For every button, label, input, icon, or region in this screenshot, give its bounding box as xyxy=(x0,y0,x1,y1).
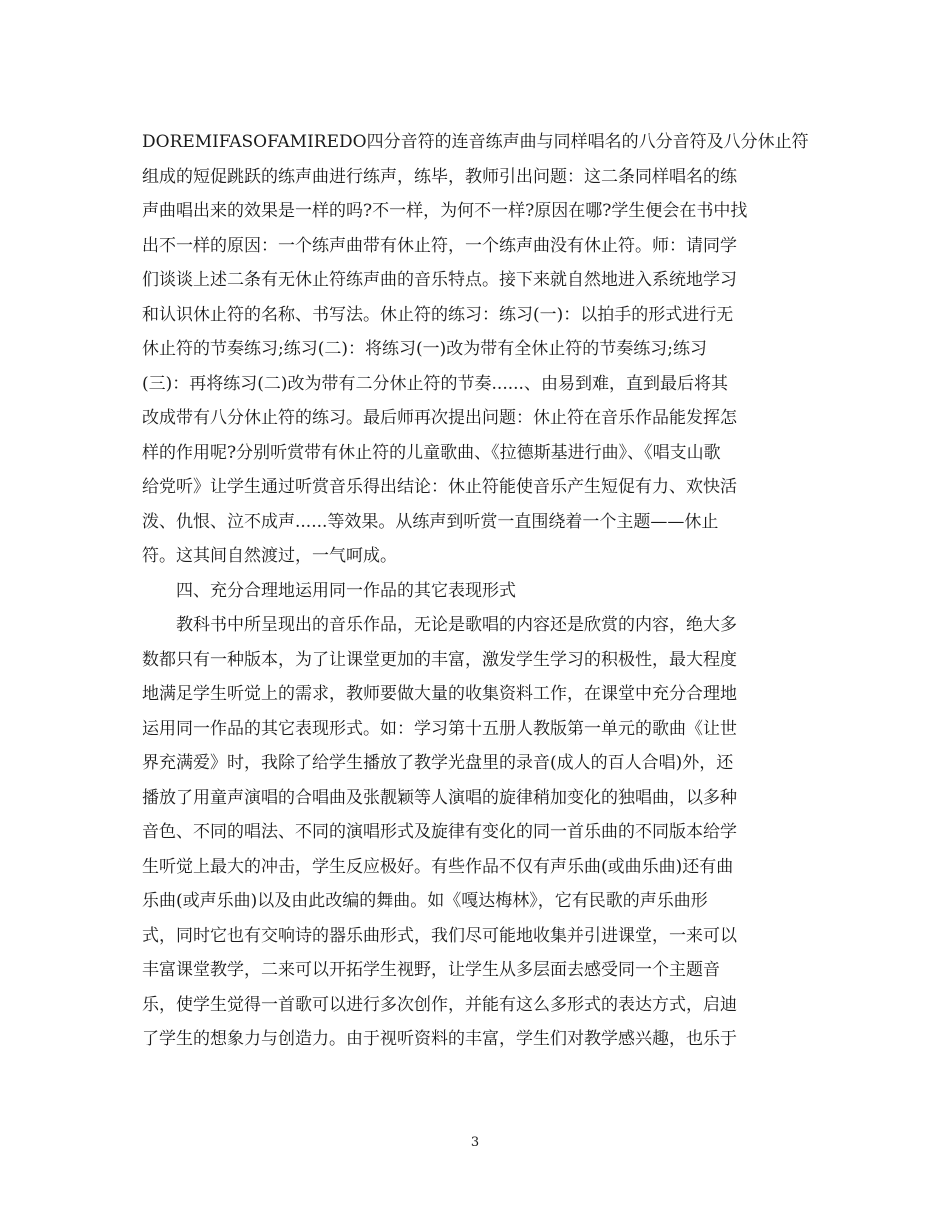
text-line: 了学生的想象力与创造力。由于视听资料的丰富，学生们对教学感兴趣，也乐于 xyxy=(142,1029,737,1049)
text-line: 教科书中所呈现出的音乐作品，无论是歌唱的内容还是欣赏的内容，绝大多 xyxy=(176,615,737,635)
text-line: 界充满爱》时，我除了给学生播放了教学光盘里的录音(成人的百人合唱)外，还 xyxy=(142,753,734,773)
text-line: 给党听》让学生通过听赏音乐得出结论：休止符能使音乐产生短促有力、欢快活 xyxy=(142,477,737,497)
text-line: 乐曲(或声乐曲)以及由此改编的舞曲。如《嘎达梅林》，它有民歌的声乐曲形 xyxy=(142,891,708,911)
text-line: 符。这其间自然渡过，一气呵成。 xyxy=(142,546,397,566)
page-number: 3 xyxy=(470,1135,480,1150)
text-line: 播放了用童声演唱的合唱曲及张靓颖等人演唱的旋律稍加变化的独唱曲，以多种 xyxy=(142,787,737,808)
text-line: 式，同时它也有交响诗的器乐曲形式，我们尽可能地收集并引进课堂，一来可以 xyxy=(142,925,737,946)
text-line: 丰富课堂教学，二来可以开拓学生视野，让学生从多层面去感受同一个主题音 xyxy=(142,960,720,980)
text-line: 们谈谈上述二条有无休止符练声曲的音乐特点。接下来就自然地进入系统地学习 xyxy=(142,270,737,290)
text-line: DOREMIFASOFAMIREDO四分音符的连音练声曲与同样唱名的八分音符及八分休止符 xyxy=(142,132,809,152)
text-line: (三)：再将练习(二)改为带有二分休止符的节奏......、由易到难，直到最后将其 xyxy=(142,373,728,394)
text-line: 运用同一作品的其它表现形式。如：学习第十五册人教版第一单元的歌曲《让世 xyxy=(142,718,737,739)
text-line: 生听觉上最大的冲击，学生反应极好。有些作品不仅有声乐曲(或曲乐曲)还有曲 xyxy=(142,856,734,877)
text-line: 样的作用呢?分别听赏带有休止符的儿童歌曲、《拉德斯基进行曲》、《唱支山歌 xyxy=(142,442,721,463)
text-line: 音色、不同的唱法、不同的演唱形式及旋律有变化的同一首乐曲的不同版本给学 xyxy=(142,822,737,842)
text-line: 和认识休止符的名称、书写法。休止符的练习：练习(一)：以拍手的形式进行无 xyxy=(142,304,734,325)
text-line: 声曲唱出来的效果是一样的吗?不一样，为何不一样?原因在哪?学生便会在书中找 xyxy=(142,201,748,221)
text-line: 地满足学生听觉上的需求，教师要做大量的收集资料工作，在课堂中充分合理地 xyxy=(142,684,737,704)
text-line: 休止符的节奏练习;练习(二)：将练习(一)改为带有全休止符的节奏练习;练习 xyxy=(142,339,707,359)
text-line: 出不一样的原因：一个练声曲带有休止符，一个练声曲没有休止符。师：请同学 xyxy=(142,235,737,256)
body-text xyxy=(142,125,818,1057)
text-line: 乐，使学生觉得一首歌可以进行多次创作，并能有这么多形式的表达方式，启迪 xyxy=(142,994,737,1015)
text-line: 泼、仇恨、泣不成声......等效果。从练声到听赏一直围绕着一个主题——休止 xyxy=(142,511,719,532)
section-heading: 四、充分合理地运用同一作品的其它表现形式 xyxy=(176,580,516,601)
text-line: 改成带有八分休止符的练习。最后师再次提出问题：休止符在音乐作品能发挥怎 xyxy=(142,408,737,428)
text-line: 数都只有一种版本，为了让课堂更加的丰富，激发学生学习的积极性，最大程度 xyxy=(142,649,737,670)
text-line: 组成的短促跳跃的练声曲进行练声，练毕，教师引出问题：这二条同样唱名的练 xyxy=(142,166,737,187)
